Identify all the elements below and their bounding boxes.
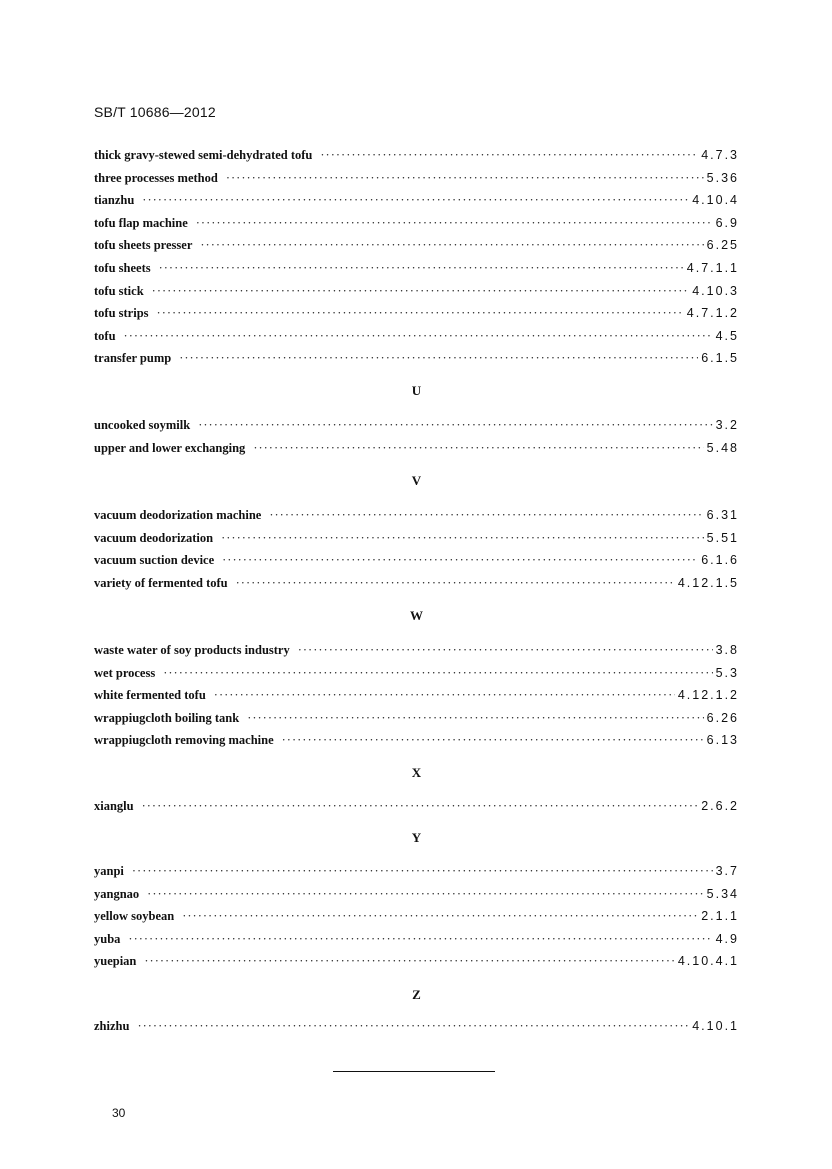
index-section-z bbox=[94, 1015, 739, 1038]
index-entry: vacuum deodorization machine ····· 6.31 bbox=[94, 504, 739, 527]
standard-code: SB/T 10686—2012 bbox=[94, 104, 216, 120]
index-entry: waste water of soy products industry ····· 3.8 bbox=[94, 639, 739, 662]
index-entry: wrappiugcloth boiling tank ····· 6.26 bbox=[94, 707, 739, 730]
index-entry: upper and lower exchanging ····· 5.48 bbox=[94, 437, 739, 460]
index-section-y bbox=[94, 860, 739, 973]
section-letter-x: X bbox=[411, 765, 422, 780]
section-letter-y: Y bbox=[411, 830, 422, 845]
end-rule bbox=[333, 1071, 495, 1072]
index-entry: three processes method ····· 5.36 bbox=[94, 167, 739, 190]
index-entry: uncooked soymilk ····· 3.2 bbox=[94, 414, 739, 437]
index-section-w bbox=[94, 639, 739, 752]
index-section-x bbox=[94, 795, 739, 818]
index-entry: vacuum suction device ····· 6.1.6 bbox=[94, 549, 739, 572]
page-number: 30 bbox=[112, 1106, 126, 1120]
index-section-v bbox=[94, 504, 739, 594]
index-entry: tofu strips ····· 4.7.1.2 bbox=[94, 302, 739, 325]
index-section-u bbox=[94, 414, 739, 459]
index-entry: tofu ····· 4.5 bbox=[94, 325, 739, 348]
index-entry: vacuum deodorization ····· 5.51 bbox=[94, 527, 739, 550]
index-entry: xianglu ····· 2.6.2 bbox=[94, 795, 739, 818]
index-entry: tofu sheets presser ····· 6.25 bbox=[94, 234, 739, 257]
section-letter-z: Z bbox=[412, 987, 421, 1002]
index-entry: tofu stick ····· 4.10.3 bbox=[94, 280, 739, 303]
index-entry: tianzhu ····· 4.10.4 bbox=[94, 189, 739, 212]
section-letter-w: W bbox=[410, 608, 423, 623]
index-entry: yuba ····· 4.9 bbox=[94, 928, 739, 951]
index-section-t bbox=[94, 144, 739, 370]
index-entry: tofu flap machine ····· 6.9 bbox=[94, 212, 739, 235]
index-entry: yuepian ····· 4.10.4.1 bbox=[94, 950, 739, 973]
index-entry: yangnao ····· 5.34 bbox=[94, 883, 739, 906]
index-entry: yellow soybean ····· 2.1.1 bbox=[94, 905, 739, 928]
index-entry: white fermented tofu ····· 4.12.1.2 bbox=[94, 684, 739, 707]
index-entry: yanpi ····· 3.7 bbox=[94, 860, 739, 883]
section-letter-v: V bbox=[411, 473, 422, 488]
index-entry: zhizhu ····· 4.10.1 bbox=[94, 1015, 739, 1038]
index-entry: wrappiugcloth removing machine ····· 6.13 bbox=[94, 729, 739, 752]
index-entry: tofu sheets ····· 4.7.1.1 bbox=[94, 257, 739, 280]
index-entry: thick gravy-stewed semi-dehydrated tofu ····· 4.7.3 bbox=[94, 144, 739, 167]
section-letter-u: U bbox=[411, 383, 422, 398]
index-entry: variety of fermented tofu ····· 4.12.1.5 bbox=[94, 572, 739, 595]
index-entry: transfer pump ····· 6.1.5 bbox=[94, 347, 739, 370]
index-entry: wet process ····· 5.3 bbox=[94, 662, 739, 685]
